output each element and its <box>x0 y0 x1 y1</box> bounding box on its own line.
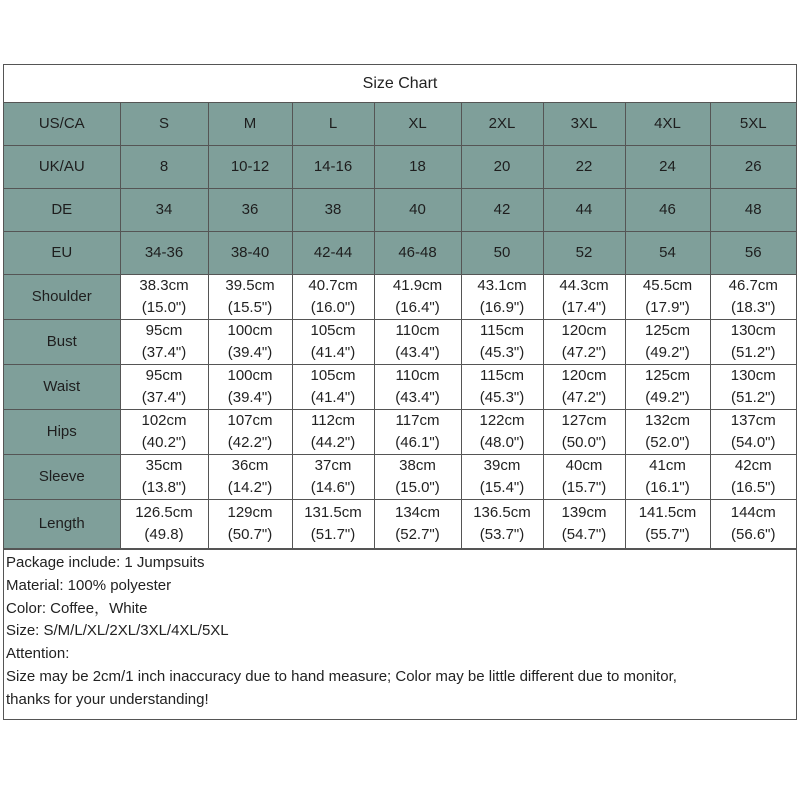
measurement-cell <box>710 275 796 320</box>
size-cell: 40 <box>374 189 461 232</box>
cm-value: 125cm <box>644 322 691 339</box>
cm-value: 107cm <box>227 412 273 429</box>
measurement-cell <box>625 410 710 455</box>
note-line: Size may be 2cm/1 inch inaccuracy due to hand measure; Color may be little different due to monitor, <box>6 667 677 685</box>
inch-value: (41.4") <box>310 344 356 361</box>
inch-value: (50.0") <box>561 434 607 451</box>
inch-value: (45.3") <box>479 344 525 361</box>
inch-value: (48.0") <box>479 434 525 451</box>
cm-value: 144cm <box>730 504 776 521</box>
measurement-cell <box>543 500 625 549</box>
size-cell: 5XL <box>710 103 796 146</box>
measurement-cell <box>120 455 208 500</box>
measurement-cell <box>625 365 710 410</box>
size-row <box>4 103 796 146</box>
note-line: thanks for your understanding! <box>6 690 209 708</box>
cm-value: 40.7cm <box>308 277 358 294</box>
inch-value: (49.2") <box>645 389 690 406</box>
cm-value: 115cm <box>480 322 524 339</box>
cm-value: 102cm <box>141 412 187 429</box>
measurement-cell <box>292 500 374 549</box>
size-cell: 26 <box>710 146 796 189</box>
cm-value: 105cm <box>310 322 356 339</box>
inch-value: (46.1") <box>395 434 440 451</box>
cm-value: 117cm <box>395 412 440 429</box>
inch-value: (47.2") <box>561 389 607 406</box>
measurement-cell <box>292 365 374 410</box>
cm-value: 126.5cm <box>135 504 193 521</box>
measurement-cell <box>461 410 543 455</box>
measurement-cell <box>120 500 208 549</box>
measurement-row <box>4 410 796 455</box>
size-cell: 48 <box>710 189 796 232</box>
size-cell: 8 <box>120 146 208 189</box>
cm-value: 40cm <box>565 457 603 474</box>
measurement-cell <box>461 275 543 320</box>
measurement-cell <box>710 455 796 500</box>
inch-value: (44.2") <box>310 434 356 451</box>
measurement-cell <box>461 320 543 365</box>
size-cell: 20 <box>461 146 543 189</box>
measurement-cell <box>374 500 461 549</box>
measurement-cell <box>625 455 710 500</box>
cm-value: 41cm <box>649 457 686 474</box>
inch-value: (51.7") <box>310 526 356 543</box>
measurement-cell <box>120 365 208 410</box>
measurement-cell <box>120 275 208 320</box>
inch-value: (52.0") <box>645 434 690 451</box>
size-cell: 54 <box>625 232 710 275</box>
measurement-cell <box>292 320 374 365</box>
measurement-cell <box>120 410 208 455</box>
measurement-cell <box>625 500 710 549</box>
note-line: Package include: 1 Jumpsuits <box>6 554 205 571</box>
measurement-cell <box>461 365 543 410</box>
cm-value: 139cm <box>561 504 607 521</box>
cm-value: 39.5cm <box>225 277 275 294</box>
cm-value: 132cm <box>644 412 691 429</box>
measurement-cell <box>374 275 461 320</box>
inch-value: (47.2") <box>561 344 607 361</box>
cm-value: 41.9cm <box>392 277 443 294</box>
cm-value: 130cm <box>730 322 776 339</box>
cm-value: 45.5cm <box>642 277 693 294</box>
cm-value: 110cm <box>395 322 440 339</box>
measurement-cell <box>543 320 625 365</box>
cm-value: 36cm <box>231 457 269 474</box>
inch-value: (45.3") <box>479 389 525 406</box>
cm-value: 95cm <box>145 367 183 384</box>
cm-value: 105cm <box>310 367 356 384</box>
inch-value: (17.4") <box>561 299 607 316</box>
inch-value: (39.4") <box>227 389 273 406</box>
measurement-cell <box>208 455 292 500</box>
row-label: UK/AU <box>4 146 120 189</box>
measurement-row <box>4 500 796 549</box>
inch-value: (18.3") <box>730 299 776 316</box>
row-label: US/CA <box>4 103 120 146</box>
inch-value: (16.1") <box>645 479 690 496</box>
cm-value: 120cm <box>561 322 607 339</box>
inch-value: (51.2") <box>730 344 776 361</box>
measurement-cell <box>374 455 461 500</box>
size-cell: 52 <box>543 232 625 275</box>
row-label: Shoulder <box>4 275 120 320</box>
size-cell: 56 <box>710 232 796 275</box>
inch-value: (52.7") <box>395 526 440 543</box>
inch-value: (51.2") <box>730 389 776 406</box>
inch-value: (15.5") <box>227 299 273 316</box>
measurement-cell <box>120 320 208 365</box>
measurement-cell <box>710 410 796 455</box>
measurement-cell <box>543 410 625 455</box>
cm-value: 95cm <box>145 322 183 339</box>
measurement-cell <box>374 365 461 410</box>
cm-value: 131.5cm <box>304 504 362 521</box>
size-cell: 34-36 <box>120 232 208 275</box>
size-cell: 18 <box>374 146 461 189</box>
cm-value: 100cm <box>227 367 273 384</box>
measurement-cell <box>710 320 796 365</box>
measurement-cell <box>710 365 796 410</box>
measurement-cell <box>292 455 374 500</box>
inch-value: (16.0") <box>310 299 356 316</box>
inch-value: (15.0") <box>141 299 187 316</box>
inch-value: (43.4") <box>395 389 440 406</box>
note-line: Material: 100% polyester <box>6 576 172 594</box>
cm-value: 125cm <box>644 367 691 384</box>
measurement-cell <box>543 275 625 320</box>
measurement-cell <box>292 410 374 455</box>
measurement-cell <box>374 320 461 365</box>
cm-value: 137cm <box>730 412 776 429</box>
size-cell: 38 <box>292 189 374 232</box>
size-cell: XL <box>374 103 461 146</box>
cm-value: 134cm <box>394 504 441 521</box>
inch-value: (15.7") <box>561 479 607 496</box>
measurement-cell <box>208 500 292 549</box>
size-cell: 46 <box>625 189 710 232</box>
cm-value: 115cm <box>480 367 524 384</box>
measurement-cell <box>461 455 543 500</box>
note-line: Size: S/M/L/XL/2XL/3XL/4XL/5XL <box>6 622 229 640</box>
size-cell: 4XL <box>625 103 710 146</box>
size-table <box>4 103 796 549</box>
size-chart <box>3 64 797 720</box>
row-label: EU <box>4 232 120 275</box>
size-cell: 42 <box>461 189 543 232</box>
row-label: DE <box>4 189 120 232</box>
cm-value: 43.1cm <box>477 277 527 294</box>
cm-value: 127cm <box>561 412 607 429</box>
cm-value: 46.7cm <box>728 277 778 294</box>
row-label: Sleeve <box>4 455 120 500</box>
inch-value: (56.6") <box>730 526 776 543</box>
measurement-cell <box>625 275 710 320</box>
size-row <box>4 189 796 232</box>
inch-value: (42.2") <box>227 434 273 451</box>
measurement-rows <box>4 275 796 549</box>
measurement-cell <box>461 500 543 549</box>
cm-value: 129cm <box>227 504 273 521</box>
measurement-cell <box>710 500 796 549</box>
inch-value: (50.7") <box>227 526 273 543</box>
size-cell: 36 <box>208 189 292 232</box>
measurement-row <box>4 275 796 320</box>
cm-value: 141.5cm <box>638 504 697 521</box>
size-row <box>4 232 796 275</box>
cm-value: 44.3cm <box>559 277 609 294</box>
measurement-cell <box>374 410 461 455</box>
size-cell: 42-44 <box>292 232 374 275</box>
inch-value: (43.4") <box>395 344 440 361</box>
size-cell: 46-48 <box>374 232 461 275</box>
measurement-cell <box>208 320 292 365</box>
size-cell: L <box>292 103 374 146</box>
cm-value: 122cm <box>479 412 525 429</box>
size-conversion-rows <box>4 103 796 275</box>
chart-title: Size Chart <box>4 65 796 103</box>
inch-value: (40.2") <box>141 434 187 451</box>
inch-value: (16.9") <box>479 299 525 316</box>
size-cell: 24 <box>625 146 710 189</box>
inch-value: (49.2") <box>645 344 690 361</box>
cm-value: 42cm <box>734 457 772 474</box>
size-cell: M <box>208 103 292 146</box>
measurement-cell <box>208 410 292 455</box>
inch-value: (15.0") <box>395 479 440 496</box>
size-cell: 10-12 <box>208 146 292 189</box>
inch-value: (54.7") <box>561 526 607 543</box>
cm-value: 38.3cm <box>139 277 189 294</box>
measurement-row <box>4 320 796 365</box>
row-label: Length <box>4 500 120 549</box>
size-cell: 2XL <box>461 103 543 146</box>
inch-value: (39.4") <box>227 344 273 361</box>
size-row <box>4 146 796 189</box>
cm-value: 130cm <box>730 367 776 384</box>
cm-value: 39cm <box>483 457 521 474</box>
cm-value: 112cm <box>311 412 355 429</box>
inch-value: (14.2") <box>227 479 273 496</box>
row-label: Hips <box>4 410 120 455</box>
cm-value: 136.5cm <box>473 504 531 521</box>
size-cell: 14-16 <box>292 146 374 189</box>
measurement-cell <box>543 455 625 500</box>
size-cell: 38-40 <box>208 232 292 275</box>
measurement-row <box>4 455 796 500</box>
row-label: Bust <box>4 320 120 365</box>
size-cell: 3XL <box>543 103 625 146</box>
measurement-cell <box>625 320 710 365</box>
cm-value: 37cm <box>314 457 352 474</box>
cm-value: 35cm <box>145 457 183 474</box>
measurement-cell <box>543 365 625 410</box>
size-cell: S <box>120 103 208 146</box>
cm-value: 100cm <box>227 322 273 339</box>
cm-value: 110cm <box>395 367 440 384</box>
inch-value: (37.4") <box>141 344 187 361</box>
measurement-cell <box>208 365 292 410</box>
measurement-cell <box>292 275 374 320</box>
measurement-row <box>4 365 796 410</box>
inch-value: (55.7") <box>645 526 690 543</box>
size-cell: 34 <box>120 189 208 232</box>
inch-value: (17.9") <box>645 299 690 316</box>
size-cell: 44 <box>543 189 625 232</box>
inch-value: (16.5") <box>730 479 776 496</box>
inch-value: (37.4") <box>141 389 187 406</box>
cm-value: 38cm <box>399 457 436 474</box>
inch-value: (14.6") <box>310 479 356 496</box>
inch-value: (54.0") <box>730 434 776 451</box>
inch-value: (53.7") <box>479 526 525 543</box>
inch-value: (41.4") <box>310 389 356 406</box>
inch-value: (13.8") <box>141 479 187 496</box>
inch-value: (15.4") <box>479 479 525 496</box>
row-label: Waist <box>4 365 120 410</box>
cm-value: 120cm <box>561 367 607 384</box>
inch-value: (16.4") <box>395 299 440 316</box>
size-cell: 22 <box>543 146 625 189</box>
product-notes <box>4 549 796 712</box>
inch-value: (49.8) <box>144 526 184 543</box>
size-cell: 50 <box>461 232 543 275</box>
note-line: Attention: <box>6 645 70 663</box>
note-line: Color: Coffee，White <box>6 599 148 617</box>
measurement-cell <box>208 275 292 320</box>
